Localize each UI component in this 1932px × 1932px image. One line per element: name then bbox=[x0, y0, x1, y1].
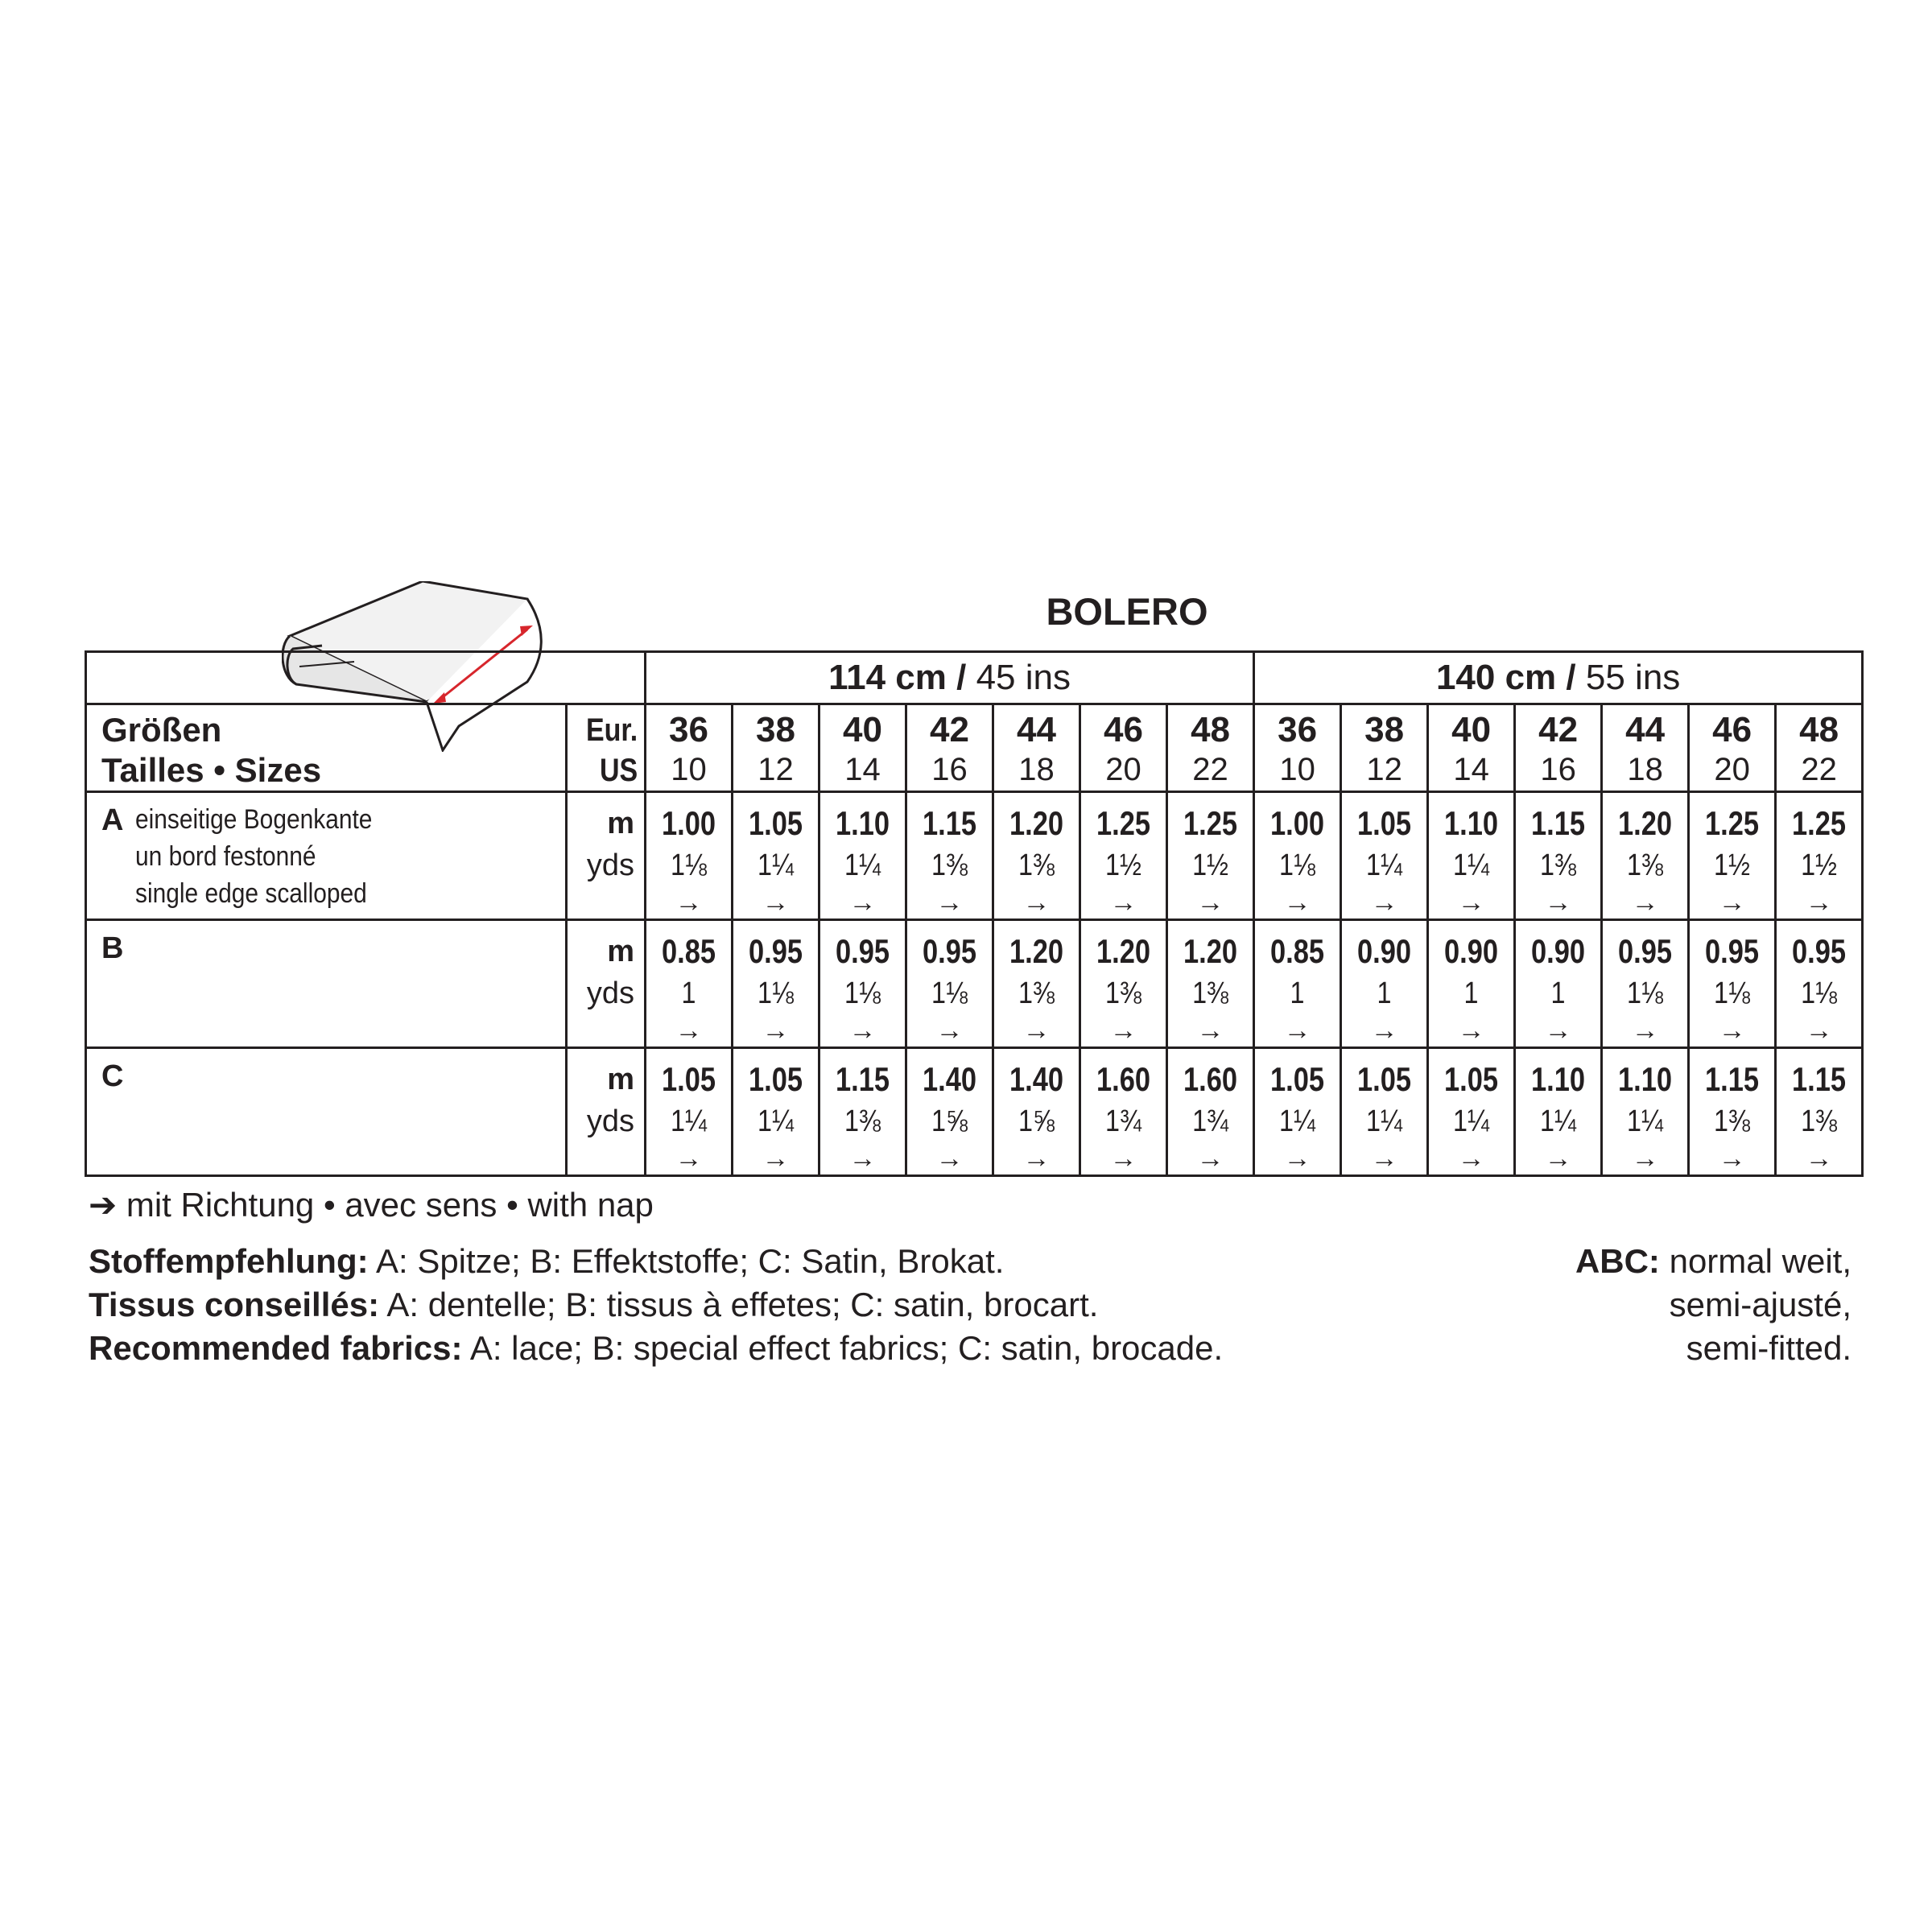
with-nap-arrow-icon: → bbox=[935, 887, 964, 918]
yards-value: 1 bbox=[1377, 976, 1392, 1010]
fabric-line-fr bbox=[89, 1283, 1223, 1327]
yardage-cell bbox=[733, 1048, 819, 1176]
yards-value: 1¼ bbox=[1540, 1104, 1577, 1138]
meters-value: 1.05 bbox=[1357, 804, 1412, 842]
fabric-width-row bbox=[86, 652, 1863, 704]
with-nap-arrow-icon: → bbox=[1196, 887, 1224, 918]
with-nap-arrow-icon: → bbox=[762, 887, 790, 918]
yards-value: 1⅜ bbox=[1627, 848, 1664, 882]
meters-value: 1.05 bbox=[748, 804, 803, 842]
fabric-text-de: A: Spitze; B: Effektstoffe; C: Satin, Brokat. bbox=[368, 1242, 1005, 1280]
with-nap-arrow-icon: → bbox=[1370, 1015, 1398, 1046]
yardage-cell bbox=[993, 920, 1080, 1048]
yardage-cell bbox=[1602, 920, 1689, 1048]
with-nap-arrow-icon: → bbox=[675, 1143, 703, 1174]
meters-value: 1.10 bbox=[1531, 1060, 1586, 1098]
view-row bbox=[86, 1048, 1863, 1176]
size-header-cell bbox=[1167, 704, 1254, 792]
yardage-cell bbox=[1341, 920, 1428, 1048]
meters-value: 0.85 bbox=[1270, 932, 1325, 970]
meters-value: 1.05 bbox=[661, 1060, 716, 1098]
fabric-text-fr: A: dentelle; B: tissus à effetes; C: satin, brocart. bbox=[379, 1286, 1099, 1323]
yardage-cell bbox=[1080, 1048, 1167, 1176]
meters-value: 0.95 bbox=[1618, 932, 1673, 970]
with-nap-arrow-icon: → bbox=[1805, 1143, 1833, 1174]
with-nap-arrow-icon: → bbox=[762, 1015, 790, 1046]
meters-value: 0.95 bbox=[835, 932, 890, 970]
yards-value: 1¼ bbox=[758, 1104, 794, 1138]
yards-value: 1 bbox=[681, 976, 696, 1010]
size-header-cell bbox=[1689, 704, 1776, 792]
meters-value: 1.20 bbox=[1618, 804, 1673, 842]
fit-line-1 bbox=[1575, 1240, 1852, 1283]
view-letter: B bbox=[101, 931, 124, 965]
yards-value: 1½ bbox=[1105, 848, 1141, 882]
fabric-label-en: Recommended fabrics: bbox=[89, 1329, 463, 1367]
with-nap-arrow-icon: → bbox=[1544, 887, 1572, 918]
us-size: 10 bbox=[1279, 752, 1315, 787]
yardage-cell bbox=[1515, 792, 1602, 920]
sizes-label-fr-en: Tailles • Sizes bbox=[101, 751, 322, 789]
eur-size: 48 bbox=[1191, 710, 1231, 749]
yards-value: 1 bbox=[1463, 976, 1479, 1010]
with-nap-arrow-icon: → bbox=[1631, 1015, 1659, 1046]
with-nap-arrow-icon: → bbox=[1283, 887, 1311, 918]
with-nap-arrow-icon: → bbox=[1631, 1143, 1659, 1174]
meters-value: 1.10 bbox=[1618, 1060, 1673, 1098]
view-description-line: single edge scalloped bbox=[135, 878, 367, 909]
us-size: 16 bbox=[931, 752, 968, 787]
sizes-label bbox=[86, 704, 567, 792]
us-size: 18 bbox=[1018, 752, 1055, 787]
yards-value: 1⅛ bbox=[1714, 976, 1751, 1010]
yards-value: 1½ bbox=[1714, 848, 1751, 882]
with-nap-arrow-icon: → bbox=[848, 1015, 877, 1046]
size-header-cell bbox=[819, 704, 906, 792]
yardage-cell bbox=[1689, 1048, 1776, 1176]
meters-value: 1.05 bbox=[1270, 1060, 1325, 1098]
yardage-cell bbox=[906, 1048, 993, 1176]
us-size: 18 bbox=[1627, 752, 1663, 787]
yardage-cell bbox=[1602, 792, 1689, 920]
yards-value: 1¾ bbox=[1105, 1104, 1141, 1138]
meters-value: 1.10 bbox=[835, 804, 890, 842]
us-label: US bbox=[599, 753, 638, 788]
yardage-cell bbox=[1515, 920, 1602, 1048]
yards-value: 1¼ bbox=[1366, 848, 1403, 882]
fabric-label-de: Stoffempfehlung: bbox=[89, 1242, 369, 1280]
yards-value: 1⅜ bbox=[1018, 976, 1055, 1010]
view-label bbox=[86, 1048, 567, 1176]
width-114 bbox=[646, 652, 1254, 704]
yards-value: 1¼ bbox=[1279, 1104, 1316, 1138]
yardage-cell bbox=[819, 1048, 906, 1176]
with-nap-arrow-icon: → bbox=[1544, 1143, 1572, 1174]
with-nap-arrow-icon: → bbox=[1718, 1143, 1746, 1174]
us-size: 20 bbox=[1105, 752, 1141, 787]
meters-value: 0.90 bbox=[1531, 932, 1586, 970]
with-nap-arrow-icon: → bbox=[1109, 1015, 1137, 1046]
yardage-cell bbox=[819, 792, 906, 920]
yards-value: 1⅛ bbox=[1279, 848, 1316, 882]
yardage-cell bbox=[1428, 792, 1515, 920]
yardage-cell bbox=[906, 920, 993, 1048]
yardage-cell bbox=[646, 792, 733, 920]
yards-value: 1¼ bbox=[1627, 1104, 1664, 1138]
fabric-line-de bbox=[89, 1240, 1223, 1283]
yards-value: 1⅛ bbox=[844, 976, 881, 1010]
eur-size: 48 bbox=[1799, 710, 1839, 749]
view-letter: A bbox=[101, 803, 124, 837]
view-letter: C bbox=[101, 1059, 124, 1093]
yards-value: 1⅜ bbox=[844, 1104, 881, 1138]
meters-value: 1.05 bbox=[748, 1060, 803, 1098]
yardage-cell bbox=[1341, 1048, 1428, 1176]
meters-value: 1.05 bbox=[1444, 1060, 1499, 1098]
view-row bbox=[86, 920, 1863, 1048]
yardage-cell bbox=[1080, 920, 1167, 1048]
meters-value: 1.20 bbox=[1009, 804, 1064, 842]
size-header-cell bbox=[646, 704, 733, 792]
with-nap-arrow-icon: → bbox=[1718, 887, 1746, 918]
size-header-cell bbox=[1428, 704, 1515, 792]
us-size: 10 bbox=[671, 752, 707, 787]
with-nap-arrow-icon: → bbox=[935, 1143, 964, 1174]
width-140-metric: 140 cm / bbox=[1435, 658, 1576, 697]
size-header-cell bbox=[993, 704, 1080, 792]
us-size: 20 bbox=[1714, 752, 1750, 787]
yards-value: 1⅜ bbox=[1540, 848, 1577, 882]
view-description-line: einseitige Bogenkante bbox=[135, 804, 373, 835]
eur-size: 46 bbox=[1712, 710, 1752, 749]
yardage-cell bbox=[733, 792, 819, 920]
with-nap-arrow-icon: → bbox=[1022, 887, 1051, 918]
with-nap-arrow-icon: → bbox=[848, 1143, 877, 1174]
size-system-label bbox=[578, 704, 645, 792]
eur-size: 36 bbox=[1278, 710, 1318, 749]
eur-label: Eur. bbox=[585, 712, 638, 748]
with-nap-arrow-icon: → bbox=[1109, 887, 1137, 918]
yards-value: 1⅛ bbox=[758, 976, 794, 1010]
view-description-line: un bord festonné bbox=[135, 841, 316, 872]
with-nap-arrow-icon: → bbox=[1370, 887, 1398, 918]
view-description bbox=[135, 801, 372, 912]
meters-value: 0.95 bbox=[1792, 932, 1847, 970]
fit-fr: semi-ajusté, bbox=[1669, 1286, 1852, 1323]
yards-value: 1¼ bbox=[1366, 1104, 1403, 1138]
yards-value: 1 bbox=[1550, 976, 1566, 1010]
unit-meters: m bbox=[607, 935, 634, 968]
meters-value: 0.95 bbox=[748, 932, 803, 970]
meters-value: 1.20 bbox=[1009, 932, 1064, 970]
eur-size: 42 bbox=[1538, 710, 1579, 749]
with-nap-arrow-icon: → bbox=[762, 1143, 790, 1174]
us-size: 22 bbox=[1801, 752, 1837, 787]
unit-yards: yds bbox=[586, 976, 634, 1010]
with-nap-arrow-icon: → bbox=[1457, 1015, 1485, 1046]
size-header-cell bbox=[733, 704, 819, 792]
meters-value: 1.40 bbox=[1009, 1060, 1064, 1098]
meters-value: 0.85 bbox=[661, 932, 716, 970]
view-label bbox=[86, 792, 567, 920]
view-label bbox=[86, 920, 567, 1048]
unit-yards: yds bbox=[586, 1104, 634, 1138]
meters-value: 1.25 bbox=[1792, 804, 1847, 842]
meters-value: 0.90 bbox=[1357, 932, 1412, 970]
fit-en: semi-fitted. bbox=[1686, 1329, 1852, 1367]
eur-size: 46 bbox=[1104, 710, 1143, 749]
yardage-cell bbox=[733, 920, 819, 1048]
with-nap-arrow-icon: → bbox=[1544, 1015, 1572, 1046]
yards-value: 1¾ bbox=[1192, 1104, 1228, 1138]
eur-size: 38 bbox=[1364, 710, 1405, 749]
yardage-cell bbox=[1254, 1048, 1341, 1176]
yardage-cell bbox=[1689, 920, 1776, 1048]
sizes-label-de: Größen bbox=[101, 711, 222, 749]
fit-label: ABC: bbox=[1575, 1242, 1660, 1280]
meters-value: 0.95 bbox=[922, 932, 977, 970]
width-140 bbox=[1254, 652, 1863, 704]
yardage-cell bbox=[1602, 1048, 1689, 1176]
yards-value: 1⅜ bbox=[1105, 976, 1141, 1010]
fabric-line-en bbox=[89, 1327, 1223, 1370]
yards-value: 1⅝ bbox=[1018, 1104, 1055, 1138]
yards-value: 1¼ bbox=[1453, 848, 1490, 882]
with-nap-arrow-icon: → bbox=[1022, 1143, 1051, 1174]
unit-cell bbox=[567, 920, 646, 1048]
bolt-cell bbox=[86, 652, 646, 704]
yardage-cell bbox=[1167, 792, 1254, 920]
yards-value: 1¼ bbox=[844, 848, 881, 882]
eur-size: 40 bbox=[843, 710, 882, 749]
size-header-cell bbox=[1080, 704, 1167, 792]
yardage-cell bbox=[1428, 920, 1515, 1048]
yardage-cell bbox=[1776, 920, 1863, 1048]
with-nap-arrow-icon: → bbox=[1457, 887, 1485, 918]
yardage-cell bbox=[1167, 1048, 1254, 1176]
meters-value: 1.15 bbox=[1792, 1060, 1847, 1098]
meters-value: 1.25 bbox=[1705, 804, 1760, 842]
fit-de: normal weit, bbox=[1659, 1242, 1852, 1280]
yardage-cell bbox=[993, 1048, 1080, 1176]
with-nap-arrow-icon: → bbox=[1631, 887, 1659, 918]
us-size: 12 bbox=[1366, 752, 1402, 787]
yards-value: 1⅛ bbox=[1627, 976, 1664, 1010]
page-title: BOLERO bbox=[1046, 590, 1208, 633]
view-row bbox=[86, 792, 1863, 920]
yards-value: 1¼ bbox=[1453, 1104, 1490, 1138]
meters-value: 1.25 bbox=[1183, 804, 1238, 842]
unit-cell bbox=[567, 1048, 646, 1176]
with-nap-arrow-icon: → bbox=[1370, 1143, 1398, 1174]
width-114-imperial: 45 ins bbox=[976, 658, 1071, 697]
with-nap-arrow-icon: → bbox=[848, 887, 877, 918]
yards-value: 1½ bbox=[1801, 848, 1838, 882]
yardage-cell bbox=[646, 920, 733, 1048]
yardage-cell bbox=[1515, 1048, 1602, 1176]
meters-value: 1.20 bbox=[1096, 932, 1151, 970]
meters-value: 0.90 bbox=[1444, 932, 1499, 970]
eur-size: 40 bbox=[1451, 710, 1492, 749]
us-size: 22 bbox=[1192, 752, 1228, 787]
size-header-cell bbox=[906, 704, 993, 792]
fabric-text-en: A: lace; B: special effect fabrics; C: satin, brocade. bbox=[462, 1329, 1224, 1367]
size-header-cell bbox=[1254, 704, 1341, 792]
eur-size: 36 bbox=[669, 710, 708, 749]
yardage-cell bbox=[646, 1048, 733, 1176]
us-size: 14 bbox=[844, 752, 881, 787]
size-header-cell bbox=[1602, 704, 1689, 792]
yardage-table bbox=[85, 650, 1864, 1177]
with-nap-arrow-icon: → bbox=[1283, 1015, 1311, 1046]
unit-yards: yds bbox=[586, 848, 634, 882]
yards-value: 1½ bbox=[1192, 848, 1228, 882]
yardage-cell bbox=[819, 920, 906, 1048]
yards-value: 1⅛ bbox=[931, 976, 968, 1010]
fit-description bbox=[1575, 1240, 1852, 1370]
meters-value: 1.00 bbox=[1270, 804, 1325, 842]
meters-value: 1.15 bbox=[922, 804, 977, 842]
yardage-cell bbox=[1080, 792, 1167, 920]
size-header-cell bbox=[1515, 704, 1602, 792]
yardage-cell bbox=[1254, 920, 1341, 1048]
yardage-cell bbox=[1341, 792, 1428, 920]
with-nap-arrow-icon: → bbox=[935, 1015, 964, 1046]
eur-size: 44 bbox=[1017, 710, 1056, 749]
with-nap-arrow-icon: → bbox=[1196, 1143, 1224, 1174]
meters-value: 1.15 bbox=[1705, 1060, 1760, 1098]
yards-value: 1⅝ bbox=[931, 1104, 968, 1138]
yardage-cell bbox=[906, 792, 993, 920]
yards-value: 1¼ bbox=[671, 1104, 707, 1138]
yardage-cell bbox=[1167, 920, 1254, 1048]
yards-value: 1⅜ bbox=[1714, 1104, 1751, 1138]
fabric-label-fr: Tissus conseillés: bbox=[89, 1286, 380, 1323]
yardage-cell bbox=[993, 792, 1080, 920]
eur-size: 38 bbox=[756, 710, 795, 749]
with-nap-arrow-icon: → bbox=[1805, 887, 1833, 918]
with-nap-arrow-icon: → bbox=[1109, 1143, 1137, 1174]
with-nap-arrow-icon: → bbox=[1457, 1143, 1485, 1174]
us-size: 12 bbox=[758, 752, 794, 787]
yards-value: 1¼ bbox=[758, 848, 794, 882]
yards-value: 1⅛ bbox=[671, 848, 707, 882]
with-nap-arrow-icon: → bbox=[1196, 1015, 1224, 1046]
with-nap-arrow-icon: → bbox=[1283, 1143, 1311, 1174]
meters-value: 1.25 bbox=[1096, 804, 1151, 842]
yards-value: 1 bbox=[1290, 976, 1305, 1010]
yards-value: 1⅜ bbox=[1192, 976, 1228, 1010]
size-header-row bbox=[86, 704, 1863, 792]
meters-value: 0.95 bbox=[1705, 932, 1760, 970]
with-nap-arrow-icon: → bbox=[675, 887, 703, 918]
meters-value: 1.15 bbox=[835, 1060, 890, 1098]
nap-legend: ➔ mit Richtung • avec sens • with nap bbox=[89, 1186, 654, 1224]
yardage-cell bbox=[1689, 792, 1776, 920]
fabric-recommendations bbox=[89, 1240, 1223, 1370]
yards-value: 1⅛ bbox=[1801, 976, 1838, 1010]
yards-value: 1⅜ bbox=[1801, 1104, 1838, 1138]
width-140-imperial: 55 ins bbox=[1585, 658, 1681, 697]
eur-size: 42 bbox=[930, 710, 969, 749]
eur-size: 44 bbox=[1625, 710, 1666, 749]
width-114-metric: 114 cm / bbox=[828, 658, 967, 697]
with-nap-arrow-icon: → bbox=[1022, 1015, 1051, 1046]
size-header-cell bbox=[1341, 704, 1428, 792]
unit-cell bbox=[567, 792, 646, 920]
with-nap-arrow-icon: → bbox=[1718, 1015, 1746, 1046]
yardage-cell bbox=[1254, 792, 1341, 920]
us-size: 14 bbox=[1453, 752, 1489, 787]
yards-value: 1⅜ bbox=[931, 848, 968, 882]
yardage-cell bbox=[1776, 1048, 1863, 1176]
unit-meters: m bbox=[607, 1063, 634, 1096]
size-header-cell bbox=[1776, 704, 1863, 792]
us-size: 16 bbox=[1540, 752, 1576, 787]
meters-value: 1.60 bbox=[1183, 1060, 1238, 1098]
meters-value: 1.40 bbox=[922, 1060, 977, 1098]
yardage-cell bbox=[1776, 792, 1863, 920]
with-nap-arrow-icon: → bbox=[1805, 1015, 1833, 1046]
meters-value: 1.60 bbox=[1096, 1060, 1151, 1098]
unit-meters: m bbox=[607, 807, 634, 840]
meters-value: 1.15 bbox=[1531, 804, 1586, 842]
yards-value: 1⅜ bbox=[1018, 848, 1055, 882]
with-nap-arrow-icon: → bbox=[675, 1015, 703, 1046]
yardage-cell bbox=[1428, 1048, 1515, 1176]
meters-value: 1.20 bbox=[1183, 932, 1238, 970]
meters-value: 1.05 bbox=[1357, 1060, 1412, 1098]
meters-value: 1.10 bbox=[1444, 804, 1499, 842]
meters-value: 1.00 bbox=[661, 804, 716, 842]
